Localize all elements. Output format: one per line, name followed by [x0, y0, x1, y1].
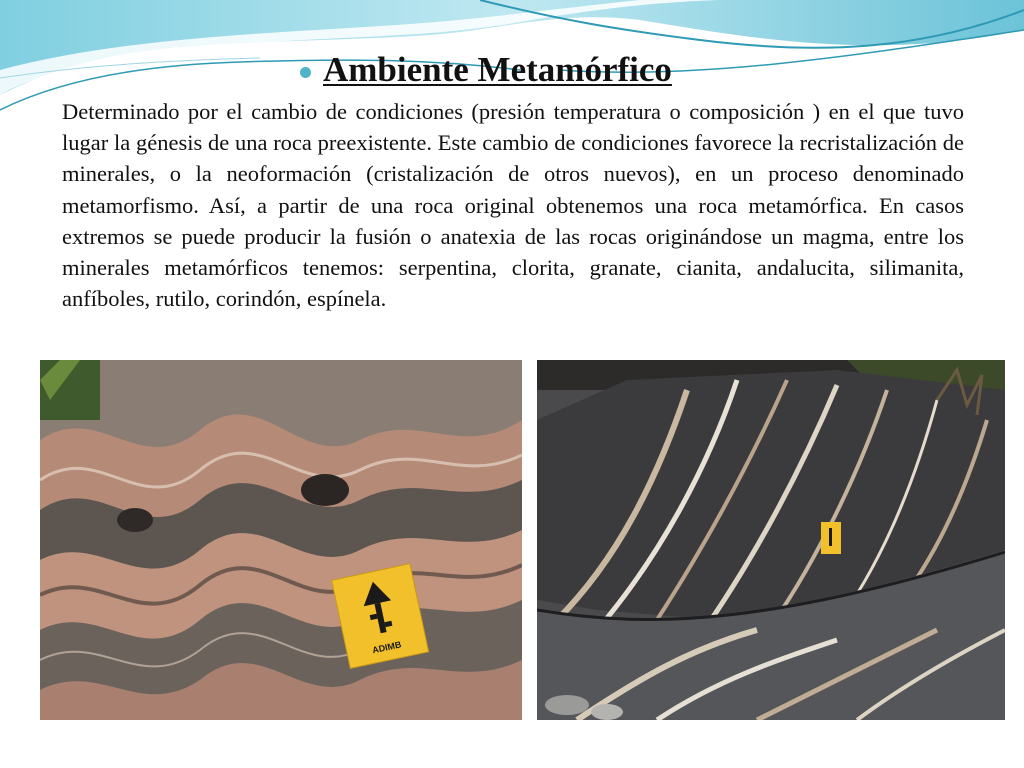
bullet-icon — [300, 67, 311, 78]
title-row — [300, 50, 672, 90]
folded-gneiss-illustration — [40, 360, 522, 720]
photo-banded-metamorphic-rock — [537, 360, 1005, 720]
banded-rock-illustration — [537, 360, 1005, 720]
scale-card-small — [821, 522, 841, 554]
slide-title: Ambiente Metamórfico — [323, 50, 672, 89]
slide-body-text: Determinado por el cambio de condiciones (presión temperatura o composición ) en el que tuvo lugar la génesis de una roca preexistente. Este cambio de condiciones favorece la recristalización de minerales, o la neoformación (cristalización de otros nuevos), en un proceso denominado metamorfismo. Así, a partir de una roca original obtenemos una roca metamórfica. En casos extremos se puede producir la fusión o anatexia de las rocas originándose un magma, entre los minerales metamórficos tenemos: serpentina, clorita, granate, cianita, andalucita, silimanita, anfíboles, rutilo, corindón, espínela. — [62, 99, 964, 312]
scale-card-label: ADIMB — [371, 639, 403, 656]
photo-folded-gneiss — [40, 360, 522, 720]
